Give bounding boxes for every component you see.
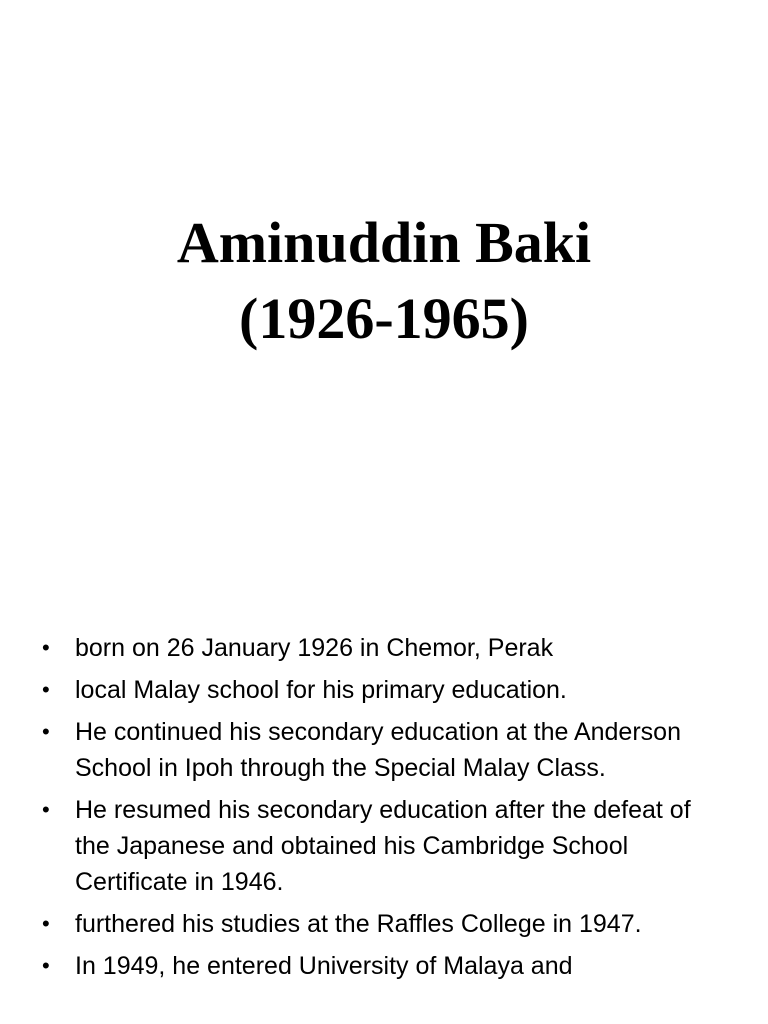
- bullet-text: furthered his studies at the Raffles College in 1947.: [75, 910, 642, 938]
- list-item: [0, 714, 768, 786]
- bullet-text: He resumed his secondary education after the defeat of the Japanese and obtained his Cambridge School Certificate in 1946.: [75, 796, 691, 896]
- bullet-icon: •: [42, 953, 50, 978]
- bullet-text: born on 26 January 1926 in Chemor, Perak: [75, 634, 554, 662]
- bullet-icon: •: [42, 911, 50, 936]
- title-line-name: Aminuddin Baki: [176, 210, 592, 275]
- bullet-icon: •: [42, 635, 50, 660]
- list-item: [0, 906, 768, 942]
- list-item: [0, 630, 768, 666]
- bullet-icon: •: [42, 719, 50, 744]
- list-item: [0, 792, 768, 900]
- bullet-list: [0, 630, 768, 990]
- slide-title: [0, 205, 768, 357]
- bullet-text: He continued his secondary education at the Anderson School in Ipoh through the Special Malay Class.: [75, 718, 681, 782]
- list-item: [0, 672, 768, 708]
- bullet-text: local Malay school for his primary education.: [75, 676, 567, 704]
- bullet-icon: •: [42, 797, 50, 822]
- list-item: [0, 948, 768, 984]
- bullet-text: In 1949, he entered University of Malaya and: [75, 952, 573, 980]
- bullet-icon: •: [42, 677, 50, 702]
- title-line-years: (1926-1965): [239, 286, 529, 351]
